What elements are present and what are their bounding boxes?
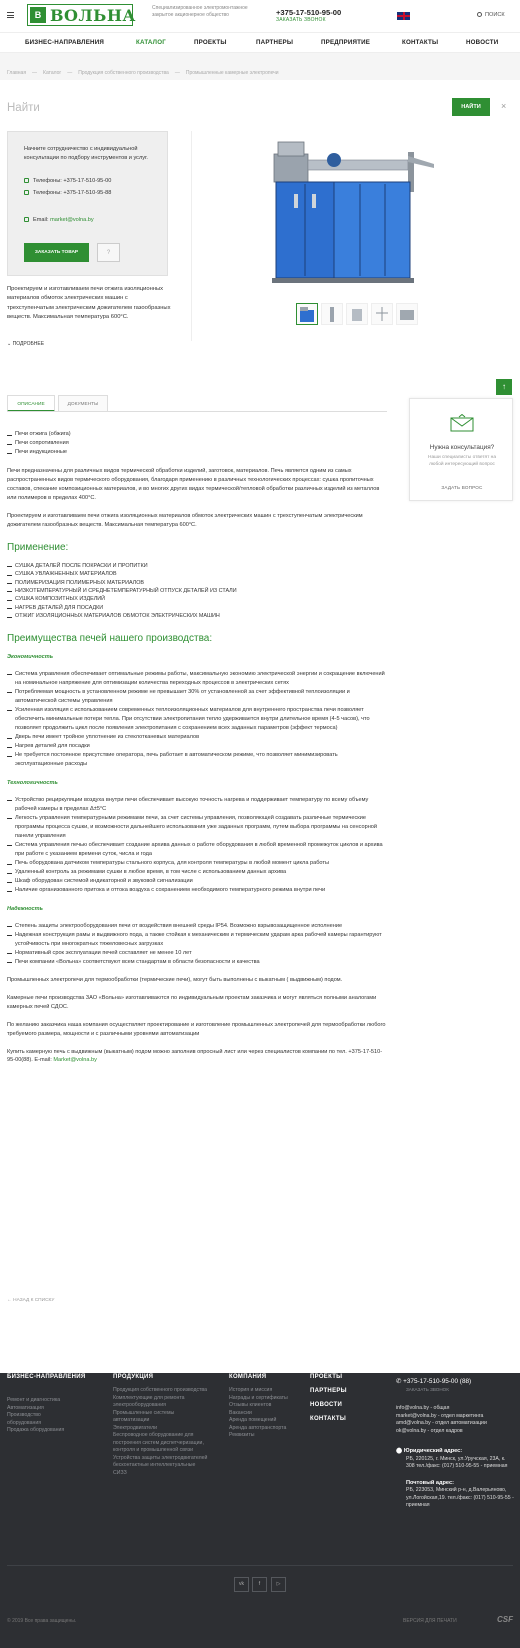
list-item: Система управления обеспечивает оптимальные режимы работы, максимальную экономию электрической энергии и сокращение включений на номинальное напряжение для оптимизации количества переходных процессов в электрических сетях bbox=[7, 670, 387, 688]
paragraph: Проектируем и изготавливаем печи отжига изоляционных материалов обмоток электрических машин с трехступенчатым электрическим дожигателем газообразных веществ. Максимальная температура 600°С. bbox=[7, 512, 363, 528]
section-heading: Преимущества печей нашего производства: bbox=[7, 633, 213, 645]
menu-icon[interactable] bbox=[7, 12, 14, 20]
scroll-top-button[interactable]: ↑ bbox=[496, 379, 512, 395]
company-tagline: Специализированное электромонтажное закрытое акционерное общество bbox=[152, 5, 248, 18]
site-header bbox=[0, 0, 520, 33]
footer-link[interactable]: Отзывы клиентов bbox=[229, 1402, 272, 1409]
email-line[interactable]: info@volna.by - общая bbox=[396, 1405, 450, 1412]
logo[interactable] bbox=[27, 4, 136, 26]
back-label: НАЗАД К СПИСКУ bbox=[13, 1298, 55, 1303]
footer-heading: БИЗНЕС-НАПРАВЛЕНИЯ bbox=[7, 1374, 86, 1380]
footer-link[interactable]: Устройства защиты электродвигателей бесконтактные интеллектуальные СИЗЗ bbox=[113, 1454, 208, 1476]
question-button[interactable]: ? bbox=[97, 243, 120, 262]
nav-projects[interactable]: ПРОЕКТЫ bbox=[194, 39, 227, 46]
list-item: Дверь печи имеет тройное уплотнение из стеклотканевых материалов bbox=[7, 733, 387, 742]
post-heading: Почтовый адрес: bbox=[406, 1479, 454, 1486]
legal-address: РБ, 220125, г. Минск, ул.Уручская, 23А, к. 308 тел./факс: (017) 510-95-55 - приемная bbox=[406, 1455, 508, 1470]
post-address: РБ, 223053, Минский р-н, д.Валерьяново, ул.Логойская,19. тел./факс: (017) 510-95-55 - приемная bbox=[406, 1487, 514, 1509]
main-nav bbox=[0, 33, 520, 53]
list-item: Нормативный срок эксплуатации печей составляет не менее 10 лет bbox=[7, 949, 387, 958]
chevron-down-icon: ⌄ bbox=[7, 341, 13, 347]
list-item: СУШКА ДЕТАЛЕЙ ПОСЛЕ ПОКРАСКИ И ПРОПИТКИ bbox=[7, 562, 387, 570]
vk-icon[interactable]: vk bbox=[234, 1577, 249, 1592]
list-item: Удаленный контроль за режимами сушки в любое время, в том числе с использованием данных архива bbox=[7, 868, 387, 877]
list-item: НАГРЕВ ДЕТАЛЕЙ ДЛЯ ПОСАДКИ bbox=[7, 604, 387, 612]
footer-emails bbox=[396, 1405, 514, 1435]
breadcrumb bbox=[0, 53, 520, 80]
divider bbox=[191, 131, 192, 341]
nav-news[interactable]: НОВОСТИ bbox=[466, 39, 499, 46]
crumb-home[interactable]: Главная bbox=[7, 70, 27, 76]
facebook-icon[interactable]: f bbox=[252, 1577, 267, 1592]
site-footer bbox=[0, 1373, 520, 1648]
footer-col-products bbox=[113, 1373, 208, 1477]
reliability-list bbox=[7, 922, 387, 967]
phone-icon bbox=[24, 190, 29, 195]
paragraph: Печи предназначены для различных видов термической обработки изделий, заготовок, материалов. Печь является одним из самых распространенных видов термического оборудования, благодаря применению в различных технологических процессах: сушка пропиточных составов, спекание композиционных материалов, и во многих других видах термической/тепловой обработки различных изделий из металлов или полимеров в пределах 400°С. bbox=[7, 468, 380, 501]
footer-business-links bbox=[7, 1397, 97, 1435]
side-consultation-card bbox=[409, 398, 513, 501]
consultation-panel bbox=[7, 131, 168, 276]
find-button[interactable]: НАЙТИ bbox=[452, 98, 490, 116]
paragraph bbox=[7, 1048, 387, 1066]
email-link[interactable]: Market@volna.by bbox=[53, 1057, 97, 1064]
mail-icon bbox=[24, 217, 29, 222]
back-link[interactable] bbox=[7, 1297, 54, 1304]
list-item: Печи компании «Вольна» соответствуют всем стандартам в области безопасности и качества bbox=[7, 958, 387, 967]
footer-link[interactable]: Беспроводное оборудование для построения систем диспетчеризации, контроля и промышленной связи bbox=[113, 1432, 204, 1454]
list-item: Нагрев деталей для посадки bbox=[7, 742, 387, 751]
youtube-icon[interactable]: ▷ bbox=[271, 1577, 286, 1592]
footer-link[interactable]: Вакансии bbox=[229, 1409, 252, 1416]
footer-contacts[interactable]: КОНТАКТЫ bbox=[310, 1416, 347, 1423]
print-version-link[interactable]: ВЕРСИЯ ДЛЯ ПЕЧАТИ bbox=[403, 1618, 457, 1624]
list-item: Надежная конструкция рамы и выдвижного пода, а также стойкая к механическим и термическим ударам арка рабочей камеры гарантируют устойчивость при многократных тяжеловесных загрузках bbox=[7, 931, 387, 949]
copyright: © 2019 Все права защищены. bbox=[7, 1618, 77, 1624]
footer-heading: КОМПАНИЯ bbox=[229, 1374, 267, 1380]
thumbnail[interactable] bbox=[321, 303, 343, 325]
close-icon[interactable]: × bbox=[501, 101, 507, 111]
consult-subtitle: Наши специалисты ответят на любой интересующий вопрос bbox=[427, 455, 496, 467]
nav-catalog[interactable]: КАТАЛОГ bbox=[136, 39, 166, 46]
paragraph: По желанию заказчика наша компания осуществляет проектирование и изготовление промышленных электропечей для термообработки любого требуемого размера, мощности и с различными уровнями автоматизации bbox=[7, 1021, 386, 1037]
footer-partners[interactable]: ПАРТНЕРЫ bbox=[310, 1388, 347, 1395]
legal-heading-text: Юридический адрес: bbox=[403, 1448, 463, 1455]
location-icon: ⬤ bbox=[396, 1448, 404, 1455]
logo-mark: В bbox=[30, 7, 46, 23]
subheading: Надежность bbox=[7, 906, 43, 913]
list-item: СУШКА УВЛАЖНЕННЫХ МАТЕРИАЛОВ bbox=[7, 570, 387, 578]
product-intro: Проектируем и изготавливаем печи отжига изоляционных материалов обмоток электрических машин с трехступенчатым электрическим дожигателем газообразных веществ. Максимальная температура 600°С. bbox=[7, 286, 171, 320]
search-label: ПОИСК bbox=[485, 12, 505, 18]
email-line[interactable]: ok@volna.by - отдел кадров bbox=[396, 1427, 463, 1434]
mail-icon bbox=[450, 414, 474, 432]
types-list bbox=[7, 430, 387, 457]
legal-heading bbox=[396, 1447, 514, 1455]
list-item: Не требуется постоянное присутствие оператора, печь работает в автоматическом режиме, что позволяет минимизировать эксплуатационные расходы bbox=[7, 751, 387, 769]
footer-link[interactable]: Ремонт и диагностика bbox=[7, 1397, 61, 1403]
crumb-own-production[interactable]: Продукция собственного производства bbox=[78, 70, 169, 76]
footer-divider bbox=[7, 1565, 513, 1566]
footer-col-company bbox=[229, 1373, 299, 1440]
header-phone[interactable]: +375-17-510-95-00 bbox=[276, 8, 342, 17]
english-flag-icon[interactable] bbox=[397, 12, 410, 20]
list-item: Потребляемая мощность в установленном режиме не превышает 30% от установленной за счет эффективной теплоизоляции и автоматической системы управления bbox=[7, 688, 387, 706]
footer-link[interactable]: Реквизиты bbox=[229, 1432, 255, 1439]
list-item: ОТЖИГ ИЗОЛЯЦИОННЫХ МАТЕРИАЛОВ ОБМОТОК ЭЛЕКТРИЧЕСКИХ МАШИН bbox=[7, 612, 387, 620]
more-label: ПОДРОБНЕЕ bbox=[12, 341, 45, 347]
list-item: Система управления печью обеспечивает создание архива данных о работе оборудования в любой временной промежуток циклов и архива при работе с указанием времени суток, числа и года bbox=[7, 841, 387, 859]
list-item: Печи индукционные bbox=[7, 448, 387, 457]
footer-link[interactable]: Продукция собственного производства bbox=[113, 1387, 208, 1394]
tab-description[interactable]: ОПИСАНИЕ bbox=[7, 395, 55, 412]
thumbnail[interactable] bbox=[396, 303, 418, 325]
ask-question-link[interactable]: ЗАДАТЬ ВОПРОС bbox=[441, 485, 483, 490]
crumb-catalog[interactable]: Каталог bbox=[43, 70, 62, 76]
product-image[interactable] bbox=[268, 134, 436, 284]
nav-partners[interactable]: ПАРТНЕРЫ bbox=[256, 39, 294, 46]
technology-list bbox=[7, 796, 387, 896]
more-link[interactable] bbox=[7, 341, 44, 349]
footer-contact-block bbox=[396, 1377, 514, 1510]
phone-1-text: Телефоны: +375-17-510-95-00 bbox=[33, 177, 112, 184]
tab-documents[interactable]: ДОКУМЕНТЫ bbox=[58, 395, 108, 412]
thumbnail[interactable] bbox=[296, 303, 318, 325]
list-item: СУШКА КОМПОЗИТНЫХ ИЗДЕЛИЙ bbox=[7, 595, 387, 603]
phone-line-2[interactable] bbox=[24, 189, 151, 197]
economy-list bbox=[7, 670, 387, 770]
subheading: Экономичность bbox=[7, 654, 54, 661]
search-icon bbox=[477, 12, 482, 17]
footer-link[interactable]: История и миссия bbox=[229, 1387, 273, 1394]
phone-icon: ✆ bbox=[396, 1378, 404, 1385]
footer-phone[interactable] bbox=[396, 1377, 514, 1387]
crumb-sep: — bbox=[174, 70, 180, 76]
list-item: Устройство рециркуляции воздуха внутри печи обеспечивает высокую точность нагрева и поддерживает температуру по всему объему рабочей камеры в пределах Δ±5°С bbox=[7, 796, 387, 814]
list-item: НИЗКОТЕМПЕРАТУРНЫЙ И СРЕДНЕТЕМПЕРАТУРНЫЙ ОТПУСК ДЕТАЛЕЙ ИЗ СТАЛИ bbox=[7, 587, 387, 595]
footer-link[interactable]: Награды и сертификаты bbox=[229, 1394, 288, 1401]
email-link[interactable]: market@volna.by bbox=[50, 216, 94, 223]
footer-link[interactable]: Производство оборудования bbox=[7, 1412, 42, 1426]
footer-news[interactable]: НОВОСТИ bbox=[310, 1402, 343, 1409]
footer-link[interactable]: Промышленные системы автоматизации bbox=[113, 1409, 175, 1424]
footer-link[interactable]: Продажа оборудования bbox=[7, 1427, 65, 1434]
order-button[interactable]: ЗАКАЗАТЬ ТОВАР bbox=[24, 243, 89, 262]
list-item: Усиленная изоляция с использованием современных теплоизоляционных материалов для внутреннего пространства печи позволяет обеспечить минимальные потери тепла. При отсутствии электропитания тепло удерживается внутри длительное время (4-5 часов), что позволяет продолжить цикл после появления электропитания с сохранением всех заданных параметров (эффект термоса) bbox=[7, 706, 387, 733]
logo-text: ВОЛЬНА bbox=[50, 6, 136, 25]
subheading: Технологичность bbox=[7, 780, 58, 787]
tab-underline bbox=[7, 411, 387, 412]
footer-projects[interactable]: ПРОЕКТЫ bbox=[310, 1374, 343, 1380]
footer-callback[interactable]: ЗАКАЗАТЬ ЗВОНОК bbox=[406, 1386, 449, 1392]
list-item: ПОЛИМЕРИЗАЦИЯ ПОЛИМЕРНЫХ МАТЕРИАЛОВ bbox=[7, 579, 387, 587]
email-label: Email: bbox=[33, 216, 49, 223]
thumbnail[interactable] bbox=[346, 303, 368, 325]
phone-icon bbox=[24, 178, 29, 183]
contact-text: Купить камерную печь с выдвижным (выкатным) подом можно заполнив опросный лист или через специалистов компании по тел. +375-17-510-95-00(88). E-mail: bbox=[7, 1048, 383, 1064]
consult-title: Нужна консультация? bbox=[429, 444, 495, 451]
nav-company[interactable]: ПРЕДПРИЯТИЕ bbox=[321, 39, 371, 46]
footer-heading: ПРОДУКЦИЯ bbox=[113, 1374, 154, 1380]
email-line bbox=[24, 216, 151, 224]
arrow-left-icon: ← bbox=[7, 1298, 14, 1303]
footer-phone-text: +375-17-510-95-00 (88) bbox=[403, 1378, 472, 1385]
thumbnail[interactable] bbox=[371, 303, 393, 325]
footer-link[interactable]: Автоматизация bbox=[7, 1404, 44, 1411]
email-line[interactable]: amd@volna.by - отдел автоматизации bbox=[396, 1420, 487, 1427]
footer-link[interactable]: Аренда автотранспорта bbox=[229, 1424, 287, 1431]
nav-business[interactable]: БИЗНЕС-НАПРАВЛЕНИЯ bbox=[25, 39, 104, 46]
paragraph: Промышленных электропечи для термообработки (термические печи), могут быть выполнены с выкатным ( выдвижным) подом. bbox=[7, 976, 343, 983]
crumb-current: Промышленные камерные электропечи bbox=[185, 70, 279, 76]
crumb-sep: — bbox=[32, 70, 38, 76]
list-item: Печи сопротивления bbox=[7, 439, 387, 448]
crumb-sep: — bbox=[67, 70, 73, 76]
list-item: Печь оборудована датчиком температуры стального корпуса, для контроля температуры в любой момент цикла работы bbox=[7, 859, 387, 868]
phone-2-text: Телефоны: +375-17-510-95-88 bbox=[33, 190, 112, 197]
section-heading: Применение: bbox=[7, 541, 69, 553]
phone-line-1[interactable] bbox=[24, 177, 151, 185]
email-line[interactable]: market@volna.by - отдел маркетинга bbox=[396, 1412, 484, 1419]
search-input[interactable]: Найти bbox=[7, 102, 40, 114]
list-item: Степень защиты электрооборудования печи от воздействия внешней среды IP54. Возможно взрывозащищенное исполнение bbox=[7, 922, 387, 931]
list-item: Печи отжига (обжига) bbox=[7, 430, 387, 439]
developer-logo[interactable]: CSF bbox=[497, 1615, 513, 1624]
list-item: Легкость управления температурными режимами печи, за счет системы управления, позволяющей создавать различные термические программы процесса сушки, и возможности дальнейшего использования уже заданных программ, путем выбора программы на сенсорной панели управления bbox=[7, 814, 387, 841]
list-item: Шкаф оборудован системой индикаторной и звуковой сигнализации bbox=[7, 877, 387, 886]
search-toggle[interactable] bbox=[477, 11, 505, 19]
consult-text: Начните сотрудничество с индивидуальной консультации по подбору инструментов и услуг. bbox=[24, 146, 148, 161]
application-list bbox=[7, 562, 387, 621]
callback-link[interactable]: ЗАКАЗАТЬ ЗВОНОК bbox=[276, 17, 326, 23]
nav-contacts[interactable]: КОНТАКТЫ bbox=[402, 39, 439, 46]
description-content bbox=[7, 430, 387, 1065]
footer-link[interactable]: Электродвигатели bbox=[113, 1424, 158, 1431]
footer-col-misc bbox=[310, 1373, 370, 1423]
paragraph: Камерные печи производства ЗАО «Вольна» изготавливаются по индивидуальным проектам заказчика и могут являться полными аналогами камерных печей СДОС. bbox=[7, 994, 377, 1010]
list-item: Наличие организованного притока и оттока воздуха с сохранением необходимого температурного режима внутри печи bbox=[7, 886, 387, 895]
footer-link[interactable]: Аренда помещений bbox=[229, 1417, 277, 1424]
footer-link[interactable]: Комплектующие для ремонта электрооборудования bbox=[113, 1394, 185, 1409]
